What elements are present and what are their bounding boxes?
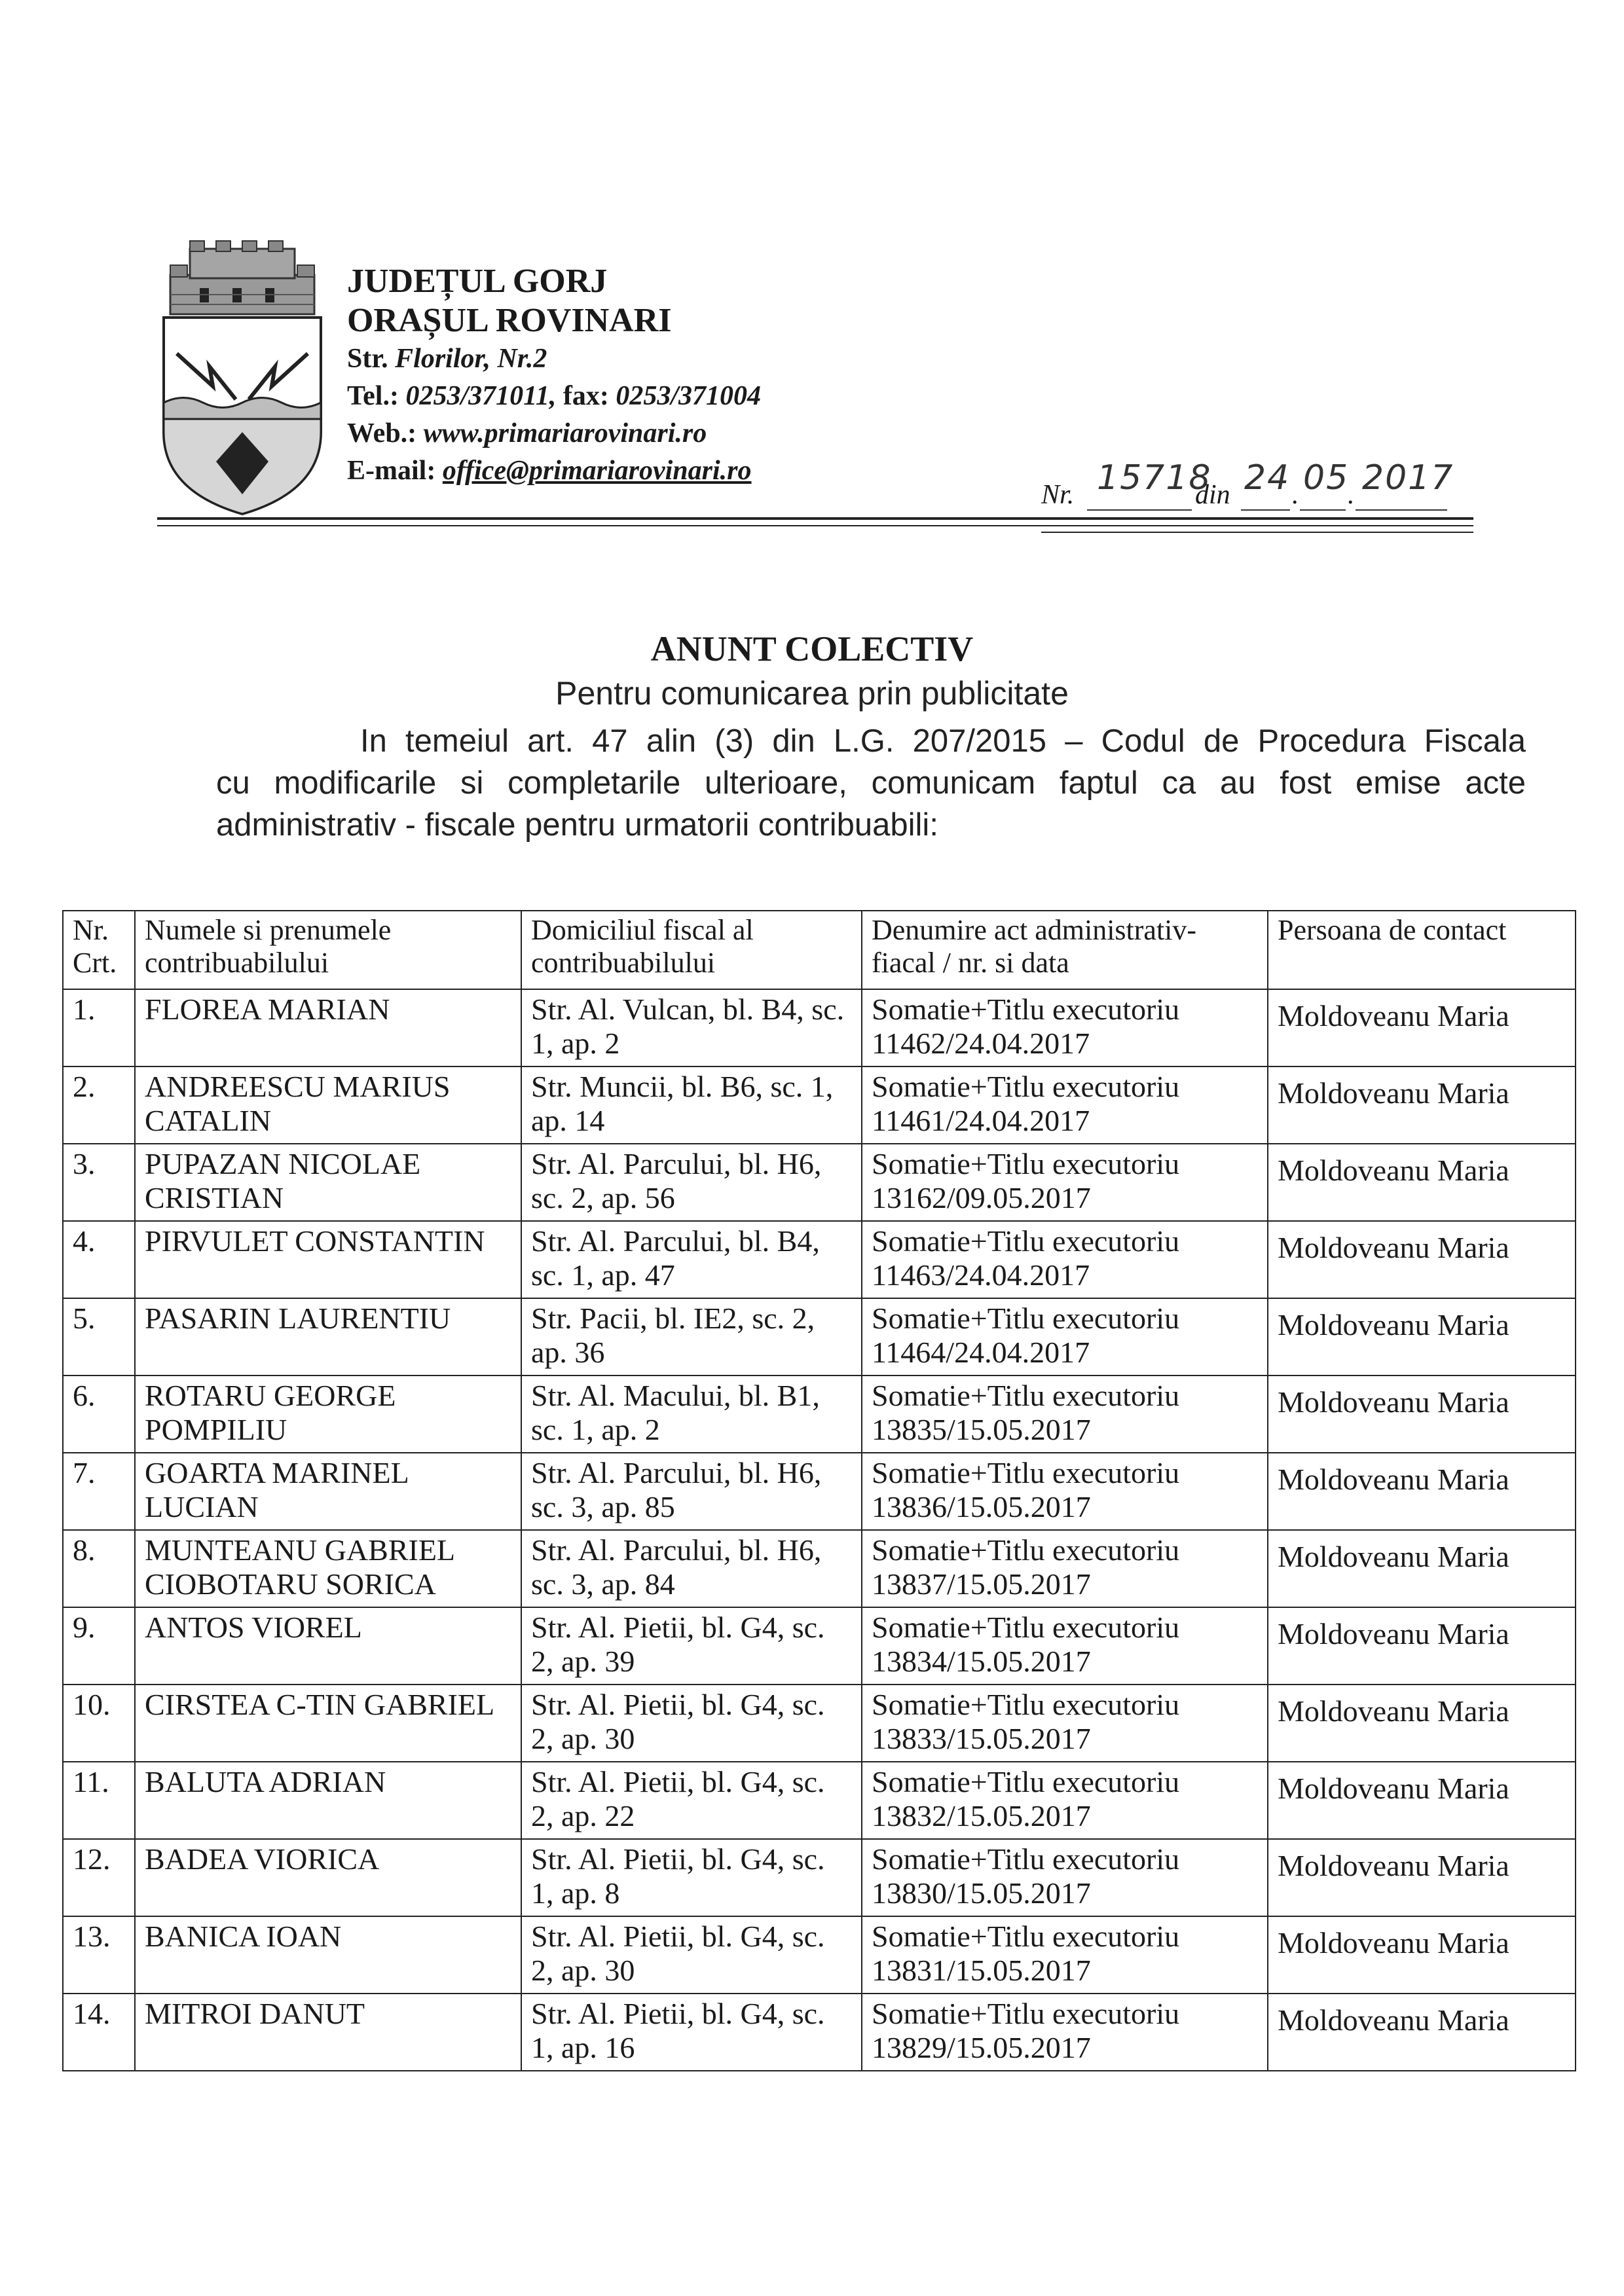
- row-name: FLOREA MARIAN: [135, 989, 521, 1066]
- table-row: [63, 1376, 1576, 1453]
- row-contact: Moldoveanu Maria: [1268, 1839, 1576, 1916]
- table-row: [63, 1762, 1576, 1839]
- row-address: Str. Al. Pietii, bl. G4, sc. 2, ap. 30: [521, 1916, 862, 1994]
- row-act: Somatie+Titlu executoriu 13835/15.05.2017: [862, 1376, 1268, 1453]
- reg-day-handwritten: 24: [1244, 458, 1291, 498]
- header-address: Domiciliul fiscal al contribuabilului: [521, 911, 862, 989]
- announcement-subtitle: Pentru comunicarea prin publicitate: [555, 675, 1069, 712]
- row-name: PUPAZAN NICOLAE CRISTIAN: [135, 1144, 521, 1221]
- row-name: CIRSTEA C-TIN GABRIEL: [135, 1685, 521, 1762]
- row-contact: Moldoveanu Maria: [1268, 989, 1576, 1066]
- row-name: PASARIN LAURENTIU: [135, 1298, 521, 1376]
- row-name: ANTOS VIOREL: [135, 1607, 521, 1685]
- row-name: ANDREESCU MARIUS CATALIN: [135, 1066, 521, 1144]
- row-name: GOARTA MARINEL LUCIAN: [135, 1453, 521, 1530]
- row-address: Str. Al. Pietii, bl. G4, sc. 1, ap. 16: [521, 1994, 862, 2071]
- row-contact: Moldoveanu Maria: [1268, 1221, 1576, 1298]
- row-contact: Moldoveanu Maria: [1268, 1066, 1576, 1144]
- row-address: Str. Al. Vulcan, bl. B4, sc. 1, ap. 2: [521, 989, 862, 1066]
- table-row: [63, 989, 1576, 1066]
- phone-line: Tel.: 0253/371011, fax: 0253/371004: [347, 381, 761, 411]
- row-act: Somatie+Titlu executoriu 13832/15.05.2017: [862, 1762, 1268, 1839]
- row-contact: Moldoveanu Maria: [1268, 1685, 1576, 1762]
- row-address: Str. Al. Parcului, bl. H6, sc. 3, ap. 84: [521, 1530, 862, 1607]
- table-header-row: [63, 911, 1576, 989]
- row-address: Str. Al. Parcului, bl. H6, sc. 3, ap. 85: [521, 1453, 862, 1530]
- row-act: Somatie+Titlu executoriu 11464/24.04.2017: [862, 1298, 1268, 1376]
- row-name: MITROI DANUT: [135, 1994, 521, 2071]
- row-address: Str. Al. Pietii, bl. G4, sc. 2, ap. 22: [521, 1762, 862, 1839]
- table-row: [63, 1066, 1576, 1144]
- row-act: Somatie+Titlu executoriu 13831/15.05.2017: [862, 1916, 1268, 1994]
- row-nr: 10.: [63, 1685, 135, 1762]
- email-line: E-mail: office@primariarovinari.ro: [347, 456, 752, 486]
- row-contact: Moldoveanu Maria: [1268, 1376, 1576, 1453]
- row-address: Str. Pacii, bl. IE2, sc. 2, ap. 36: [521, 1298, 862, 1376]
- row-name: BALUTA ADRIAN: [135, 1762, 521, 1839]
- table-row: [63, 1530, 1576, 1607]
- email-link[interactable]: office@primariarovinari.ro: [442, 456, 752, 486]
- row-name: BANICA IOAN: [135, 1916, 521, 1994]
- header-divider: [157, 517, 1473, 520]
- row-name: ROTARU GEORGE POMPILIU: [135, 1376, 521, 1453]
- institution-header: [347, 262, 936, 490]
- row-nr: 5.: [63, 1298, 135, 1376]
- row-contact: Moldoveanu Maria: [1268, 1144, 1576, 1221]
- row-contact: Moldoveanu Maria: [1268, 1607, 1576, 1685]
- row-address: Str. Al. Pietii, bl. G4, sc. 1, ap. 8: [521, 1839, 862, 1916]
- table-row: [63, 1685, 1576, 1762]
- county-name: JUDEȚUL GORJ: [347, 263, 608, 300]
- web-line: Web.: www.primariarovinari.ro: [347, 418, 707, 448]
- row-act: Somatie+Titlu executoriu 13162/09.05.2017: [862, 1144, 1268, 1221]
- row-act: Somatie+Titlu executoriu 13833/15.05.2017: [862, 1685, 1268, 1762]
- table-row: [63, 1839, 1576, 1916]
- row-nr: 13.: [63, 1916, 135, 1994]
- table-row: [63, 1221, 1576, 1298]
- row-act: Somatie+Titlu executoriu 13837/15.05.2017: [862, 1530, 1268, 1607]
- fax-number: 0253/371004: [616, 381, 761, 411]
- phone-number: 0253/371011,: [405, 381, 557, 411]
- row-act: Somatie+Titlu executoriu 11463/24.04.2017: [862, 1221, 1268, 1298]
- row-nr: 1.: [63, 989, 135, 1066]
- row-address: Str. Al. Parcului, bl. H6, sc. 2, ap. 56: [521, 1144, 862, 1221]
- row-act: Somatie+Titlu executoriu 13830/15.05.2017: [862, 1839, 1268, 1916]
- reg-year-handwritten: 2017: [1362, 458, 1454, 498]
- website-link[interactable]: www.primariarovinari.ro: [423, 418, 707, 448]
- row-nr: 8.: [63, 1530, 135, 1607]
- announcement-intro: In temeiul art. 47 alin (3) din L.G. 207/2015 – Codul de Procedura Fiscala cu modificarile si completarile ulterioare, comunicam faptul ca au fost emise acte administrativ - fiscale pentru urmatorii contribuabili:: [216, 723, 1526, 843]
- taxpayers-table: [62, 910, 1576, 2071]
- reg-number-handwritten: 15718: [1097, 458, 1212, 498]
- row-name: BADEA VIORICA: [135, 1839, 521, 1916]
- table-row: [63, 1994, 1576, 2071]
- row-nr: 12.: [63, 1839, 135, 1916]
- row-nr: 11.: [63, 1762, 135, 1839]
- row-contact: Moldoveanu Maria: [1268, 1994, 1576, 2071]
- row-act: Somatie+Titlu executoriu 11461/24.04.2017: [862, 1066, 1268, 1144]
- header-nr: Nr. Crt.: [63, 911, 135, 989]
- table-row: [63, 1916, 1576, 1994]
- announcement-title: ANUNT COLECTIV: [650, 629, 974, 668]
- row-act: Somatie+Titlu executoriu 13834/15.05.2017: [862, 1607, 1268, 1685]
- row-address: Str. Al. Pietii, bl. G4, sc. 2, ap. 39: [521, 1607, 862, 1685]
- row-contact: Moldoveanu Maria: [1268, 1762, 1576, 1839]
- row-nr: 7.: [63, 1453, 135, 1530]
- row-address: Str. Al. Macului, bl. B1, sc. 1, ap. 2: [521, 1376, 862, 1453]
- address-line: Str. Florilor, Nr.2: [347, 344, 547, 374]
- row-name: PIRVULET CONSTANTIN: [135, 1221, 521, 1298]
- registration-number: Nr. 15718 din 24 . 05 . 2017: [1041, 458, 1454, 510]
- reg-month-handwritten: 05: [1303, 458, 1350, 498]
- header-name: Numele si prenumele contribuabilului: [135, 911, 521, 989]
- town-name: ORAȘUL ROVINARI: [347, 302, 672, 339]
- table-row: [63, 1453, 1576, 1530]
- row-act: Somatie+Titlu executoriu 11462/24.04.2017: [862, 989, 1268, 1066]
- table-row: [63, 1144, 1576, 1221]
- row-nr: 6.: [63, 1376, 135, 1453]
- row-name: MUNTEANU GABRIEL CIOBOTARU SORICA: [135, 1530, 521, 1607]
- row-address: Str. Al. Pietii, bl. G4, sc. 2, ap. 30: [521, 1685, 862, 1762]
- header-act: Denumire act administrativ-fiacal / nr. si data: [862, 911, 1268, 989]
- row-contact: Moldoveanu Maria: [1268, 1916, 1576, 1994]
- row-address: Str. Muncii, bl. B6, sc. 1, ap. 14: [521, 1066, 862, 1144]
- header-divider-short: [1041, 532, 1473, 533]
- row-address: Str. Al. Parcului, bl. B4, sc. 1, ap. 47: [521, 1221, 862, 1298]
- row-contact: Moldoveanu Maria: [1268, 1298, 1576, 1376]
- row-act: Somatie+Titlu executoriu 13836/15.05.2017: [862, 1453, 1268, 1530]
- row-nr: 14.: [63, 1994, 135, 2071]
- row-act: Somatie+Titlu executoriu 13829/15.05.2017: [862, 1994, 1268, 2071]
- coat-of-arms-icon: [151, 236, 334, 517]
- row-contact: Moldoveanu Maria: [1268, 1530, 1576, 1607]
- table-row: [63, 1607, 1576, 1685]
- row-contact: Moldoveanu Maria: [1268, 1453, 1576, 1530]
- header-contact: Persoana de contact: [1268, 911, 1576, 989]
- row-nr: 9.: [63, 1607, 135, 1685]
- row-nr: 3.: [63, 1144, 135, 1221]
- table-row: [63, 1298, 1576, 1376]
- row-nr: 4.: [63, 1221, 135, 1298]
- row-nr: 2.: [63, 1066, 135, 1144]
- header-divider-thin: [157, 525, 1473, 526]
